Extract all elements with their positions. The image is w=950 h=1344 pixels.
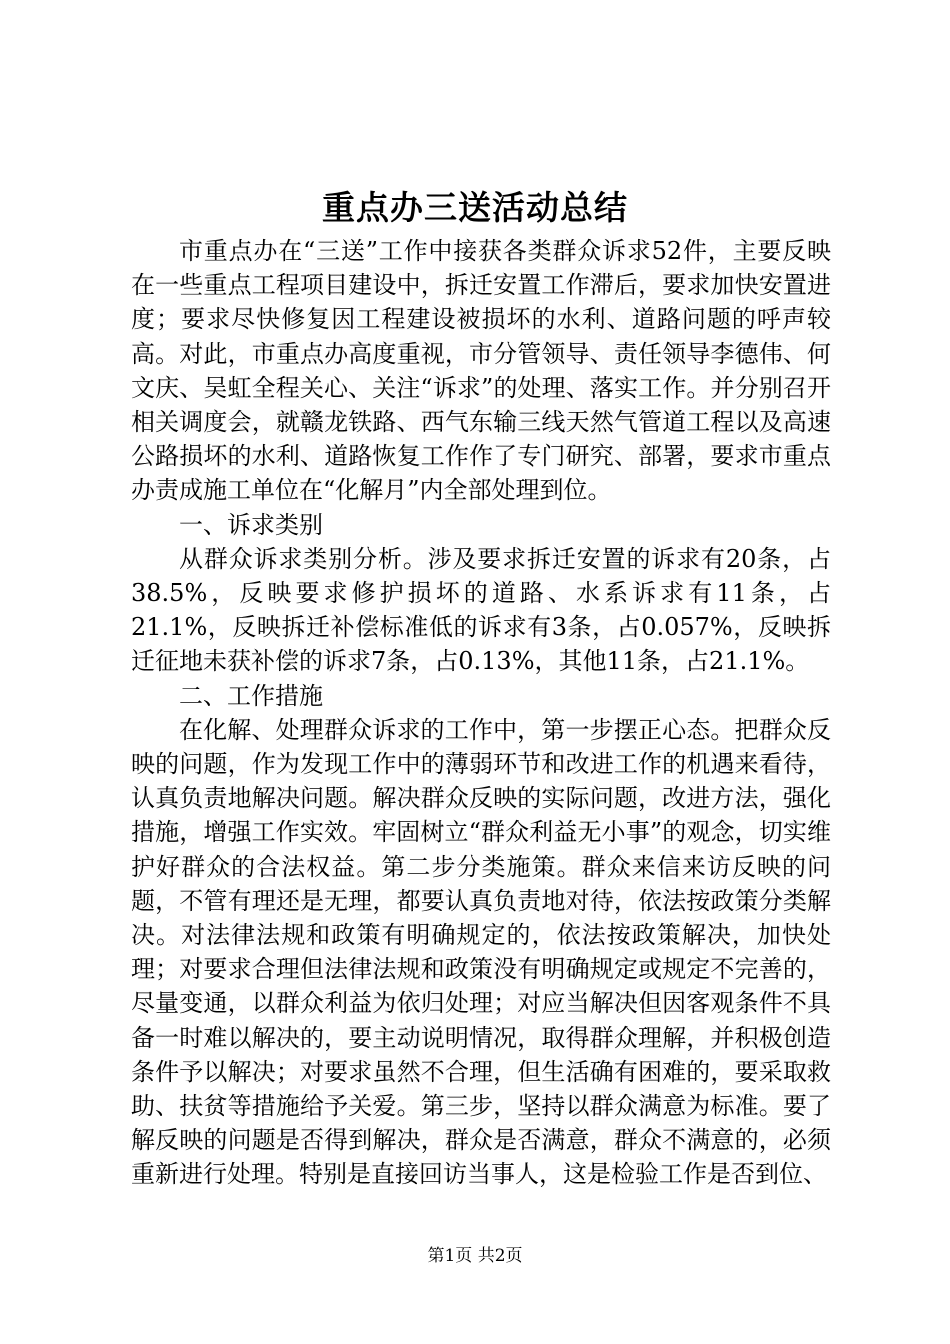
document-title: 重点办三送活动总结	[322, 188, 628, 227]
section-heading-categories: 一、诉求类别	[179, 510, 323, 539]
paragraph-intro: 市重点办在“三送”工作中接获各类群众诉求52件，主要反映在一些重点工程项目建设中，拆迁安置工作滞后，要求加快安置进度；要求尽快修复因工程建设被损坏的水利、道路问题的呼声较高。对此，市重点办高度重视，市分管领导、责任领导李德伟、何文庆、吴虹全程关心、关注“诉求”的处理、落实工作。并分别召开相关调度会，就赣龙铁路、西气东输三线天然气管道工程以及高速公路损坏的水利、道路恢复工作作了专门研究、部署，要求市重点办责成施工单位在“化解月”内全部处理到位。	[131, 237, 831, 505]
document-body	[131, 234, 831, 1192]
paragraph-measures: 在化解、处理群众诉求的工作中，第一步摆正心态。把群众反映的问题，作为发现工作中的薄弱环节和改进工作的机遇来看待，认真负责地解决问题。解决群众反映的实际问题，改进方法，强化措施，增强工作实效。牢固树立“群众利益无小事”的观念，切实维护好群众的合法权益。第二步分类施策。群众来信来访反映的问题，不管有理还是无理，都要认真负责地对待，依法按政策分类解决。对法律法规和政策有明确规定的，依法按政策解决，加快处理；对要求合理但法律法规和政策没有明确规定或规定不完善的，尽量变通，以群众利益为依归处理；对应当解决但因客观条件不具备一时难以解决的，要主动说明情况，取得群众理解，并积极创造条件予以解决；对要求虽然不合理，但生活确有困难的，要采取救助、扶贫等措施给予关爱。第三步，坚持以群众满意为标准。要了解反映的问题是否得到解决，群众是否满意，群众不满意的，必须重新进行处理。特别是直接回访当事人，这是检验工作是否到位、	[131, 715, 831, 1189]
section-heading-measures: 二、工作措施	[179, 681, 323, 710]
page-footer: 第1页 共2页	[427, 1246, 523, 1266]
paragraph-categories: 从群众诉求类别分析。涉及要求拆迁安置的诉求有20条，占38.5%，反映要求修护损坏的道路、水系诉求有11条，占21.1%，反映拆迁补偿标准低的诉求有3条，占0.057%，反映拆迁征地未获补偿的诉求7条，占0.13%，其他11条，占21.1%。	[131, 544, 831, 676]
